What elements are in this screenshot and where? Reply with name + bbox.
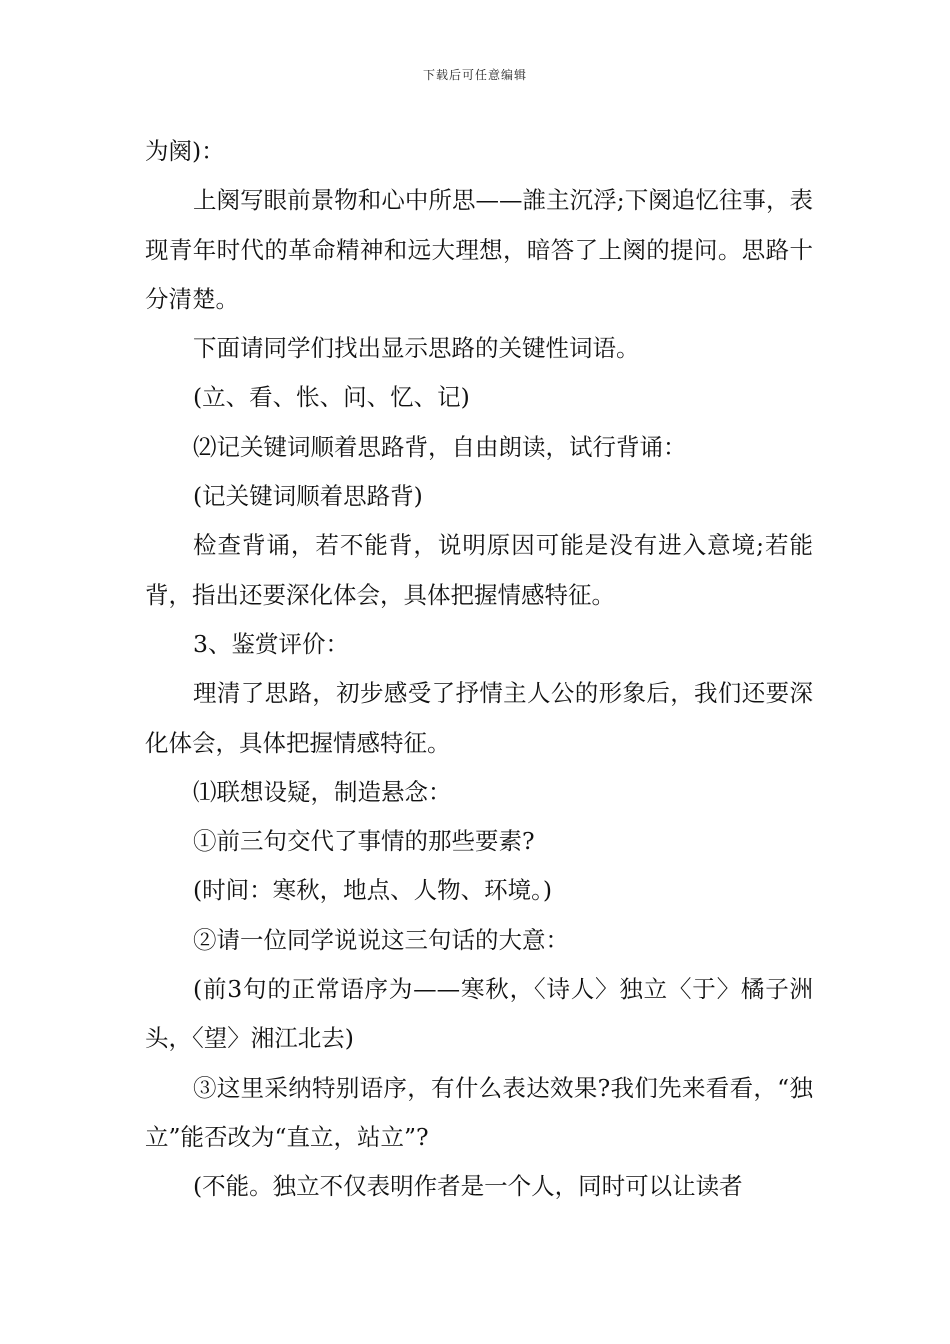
paragraph: ②请一位同学说说这三句话的大意： [193, 925, 569, 954]
paragraph: ①前三句交代了事情的那些要素? [193, 827, 535, 856]
paragraph: (不能。独立不仅表明作者是一个人，同时可以让读者 [193, 1172, 743, 1201]
paragraph: (立、看、怅、问、忆、记) [193, 383, 470, 412]
paragraph: 为阕)： [145, 137, 225, 165]
paragraph: 理清了思路，初步感受了抒情主人公的形象后，我们还要深化体会，具体把握情感特征。 [145, 679, 813, 757]
paragraph: ⑵记关键词顺着思路背，自由朗读，试行背诵： [193, 432, 687, 461]
paragraph: (时间：寒秋，地点、人物、环境。) [193, 876, 553, 905]
paragraph: ⑴联想设疑，制造悬念： [193, 777, 452, 806]
paragraph: (前3句的正常语序为——寒秋，〈诗人〉独立〈于〉橘子洲头，〈望〉湘江北去) [145, 975, 813, 1053]
paragraph: 检查背诵，若不能背，说明原因可能是没有进入意境;若能背，指出还要深化体会，具体把握情感特征。 [145, 531, 813, 609]
page-header: 下载后可任意编辑 [422, 68, 527, 82]
paragraph: 下面请同学们找出显示思路的关键性词语。 [193, 334, 640, 363]
paragraph: (记关键词顺着思路背) [193, 482, 423, 511]
section-heading: 3、鉴赏评价： [193, 629, 349, 658]
document-body [145, 127, 813, 1212]
paragraph: 上阕写眼前景物和心中所思——誰主沉浮;下阕追忆往事，表现青年时代的革命精神和远大理想，暗答了上阕的提问。思路十分清楚。 [145, 186, 813, 313]
paragraph: ③这里采纳特别语序，有什么表达效果?我们先来看看，“独立”能否改为“直立，站立”? [145, 1073, 813, 1151]
